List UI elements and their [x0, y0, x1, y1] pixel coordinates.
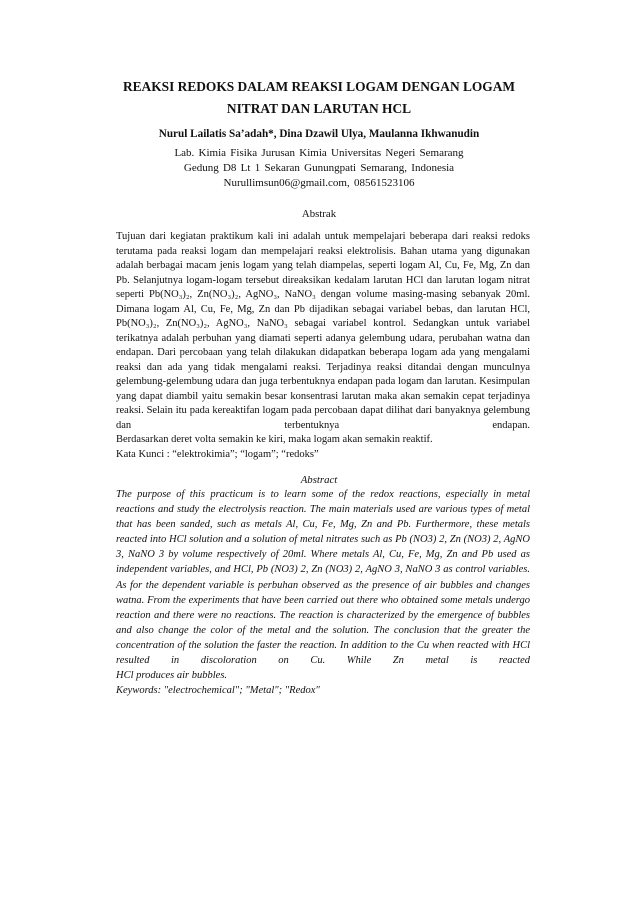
abstrak-last-line: Berdasarkan deret volta semakin ke kiri, maka logam akan semakin reaktif.: [116, 434, 433, 445]
author-list: Nurul Lailatis Sa’adah*, Dina Dzawil Ulya, Maulanna Ikhwanudin: [158, 128, 480, 140]
title-line-2: NITRAT DAN LARUTAN HCL: [226, 101, 412, 116]
affiliation-contact: Nurullimsun06@gmail.com, 08561523106: [223, 177, 415, 189]
abstrak-text: Tujuan dari kegiatan praktikum kali ini adalah untuk mempelajari beberapa dari reaksi redoks terutama pada reaksi logam dan mempelajari reaksi elektrolisis. Bahan utama yang digunakan adalah berbagai macam jenis logam yang telah diampelas, seperti logam Al, Cu, Fe, Mg, Zn dan Pb. Selanjutnya logam-logam tersebut direaksikan kedalam larutan HCl dan larutan logam nitrat seperti Pb(NO₃)₂, Zn(NO₃)₂, AgNO₃, NaNO₃ dengan volume masing-masing sebanyak 20ml. Dimana logam Al, Cu, Fe, Mg, Zn dan Pb dijadikan sebagai variabel bebas, dan larutan HCl, Pb(NO₃)₂, Zn(NO₃)₂, AgNO₃, NaNO₃ sebagai variabel kontrol. Sedangkan untuk variabel terikatnya adalah perbuhan yang diamati seperti adanya gelembung udara, perubahan watna dan endapan. Dari percobaan yang telah dilakukan didapatkan beberapa logam ada yang mengalami reaksi dan ada yang tidak mengalami reaksi. Terjadinya reaksi ditandai dengan munculnya gelembung-gelembung udara dan juga terbentuknya endapan pada logam dan larutan. Kesimpulan yang dapat diambil yaitu semakin besar konsentrasi larutan maka akan semakin cepat terjadinya reaksi. Selain itu pada kereaktifan logam pada percobaan dapat dilihat dari banyaknya gelembung dan terbentuknya endapan.: [116, 231, 530, 431]
abstrak-heading: Abstrak: [301, 208, 337, 220]
abstract-heading: Abstract: [300, 474, 338, 486]
abstrak-keywords: Kata Kunci : “elektrokimia”; “logam”; “redoks”: [116, 448, 319, 460]
title-line-1: REAKSI REDOKS DALAM REAKSI LOGAM DENGAN LOGAM: [122, 79, 516, 94]
affiliation-address: Gedung D8 Lt 1 Sekaran Gunungpati Semarang, Indonesia: [183, 162, 455, 174]
abstract-keywords: Keywords: "electrochemical"; "Metal"; "Redox": [116, 685, 320, 697]
affiliation-lab: Lab. Kimia Fisika Jurusan Kimia Universitas Negeri Semarang: [174, 147, 464, 159]
abstract-last-line: HCl produces air bubbles.: [116, 670, 228, 682]
abstract-body: [116, 487, 530, 698]
abstract-text: The purpose of this practicum is to learn some of the redox reactions, especially in metal reactions and study the electrolysis reaction. The main materials used are various types of metal that has been sanded, such as metals Al, Cu, Fe, Mg, Zn and Pb. Furthermore, these metals reacted into HCl solution and a solution of metal nitrates such as Pb (NO3) 2, Zn (NO3) 2, AgNO 3, NaNO 3 by volume respectively of 20ml. Where metals Al, Cu, Fe, Mg, Zn and Pb used as independent variables, and HCl, Pb (NO3) 2, Zn (NO3) 2, AgNO 3, NaNO 3 as control variables. As for the dependent variable is perbuhan observed as the presence of air bubbles and changes watna. From the experiments that have been carried out there who obtained some metals undergo reaction and there were no reactions. The reaction is characterized by the emergence of bubbles and also change the color of the metal and the solution. The conclusion that the greater the concentration of the solution the faster the reaction. In addition to the Cu when reacted with HCl resulted in discoloration on Cu. While Zn metal is reacted: [116, 489, 530, 667]
paper-title: [80, 76, 558, 120]
abstrak-body: [116, 230, 530, 462]
